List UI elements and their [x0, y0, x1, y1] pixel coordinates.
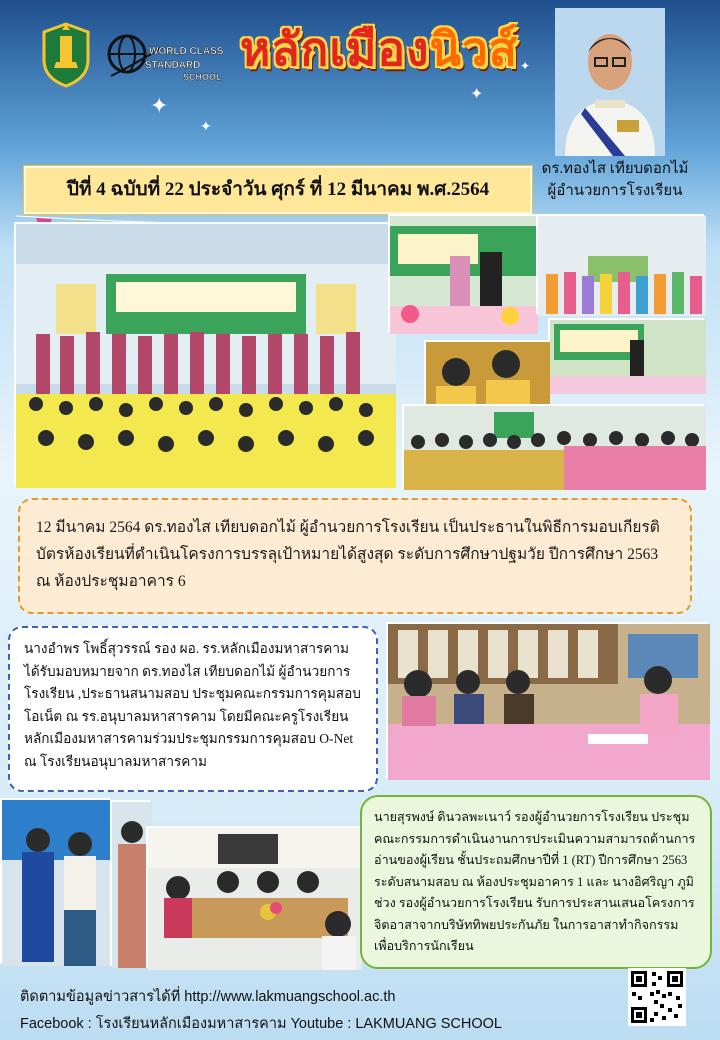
wcs-line1: WORLD CLASS	[149, 46, 224, 57]
director-name: ดร.ทองไส เทียบดอกไม้	[541, 161, 689, 177]
masthead-part1: หลักเมือง	[240, 22, 430, 76]
qr-code-icon[interactable]	[628, 968, 686, 1026]
world-class-logo	[105, 20, 224, 90]
wcs-line3: SCHOOL	[183, 72, 222, 82]
director-photo	[555, 8, 665, 156]
sparkle-decoration: ✦	[520, 59, 531, 73]
photo-certificate-ceremony-main	[14, 222, 394, 486]
news-caption-certificate: 12 มีนาคม 2564 ดร.ทองไส เทียบดอกไม้ ผู้อำนวยการโรงเรียน เป็นประธานในพิธีการมอบเกียรติบัตรห้องเรียนที่ดำเนินโครงการบรรลุเป้าหมายได้สูงสุด ระดับการศึกษาปฐมวัย ปีการศึกษา 2563 ณ ห้องประชุมอาคาร 6	[18, 498, 692, 614]
photo-rt-meeting	[146, 826, 360, 968]
sparkle-decoration: ✦	[200, 119, 212, 135]
sparkle-decoration: ✦	[470, 84, 484, 103]
director-title: ผู้อำนวยการโรงเรียน	[547, 183, 683, 199]
photo-teachers-group	[536, 214, 704, 314]
school-emblem-icon	[40, 22, 92, 88]
photo-tip-insurance-visit-2	[110, 800, 150, 966]
news-caption-onet: นางอำพร โพธิ์สุวรรณ์ รอง ผอ. รร.หลักเมืองมหาสารคาม ได้รับมอบหมายจาก ดร.ทองไส เทียบดอกไม้ ผู้อำนวยการโรงเรียน ,ประธานสนามสอบ ประชุมคณะกรรมการคุมสอบโอเน็ต ณ รร.อนุบาลมหาสารคาม โดยมีคณะครูโรงเรียนหลักเมืองมหาสารคามร่วมประชุมกรรมการคุมสอบ O-Net ณ โรงเรียนอนุบาลมหาสารคาม	[8, 626, 378, 792]
photo-tip-insurance-visit	[0, 798, 110, 964]
issue-date-banner: ปีที่ 4 ฉบับที่ 22 ประจำวัน ศุกร์ ที่ 12 มีนาคม พ.ศ.2564	[24, 166, 532, 214]
photo-children-group	[402, 404, 704, 488]
director-caption	[520, 158, 710, 202]
sparkle-decoration: ✦	[150, 94, 169, 119]
footer-social: Facebook : โรงเรียนหลักเมืองมหาสารคาม Youtube : LAKMUANG SCHOOL	[20, 1016, 502, 1032]
photo-onet-meeting	[386, 622, 708, 778]
world-class-globe-icon	[105, 20, 224, 90]
photo-stage-ceremony	[548, 318, 704, 392]
footer-website: ติดตามข้อมูลข่าวสารได้ที่ http://www.lakmuangschool.ac.th	[20, 989, 396, 1005]
news-caption-rt-meeting: นายสุรพงษ์ ดินวลพะเนาว์ รองผู้อำนวยการโรงเรียน ประชุมคณะกรรมการดำเนินงานการประเมินความสามารถด้านการอ่านของผู้เรียน ชั้นประถมศึกษาปีที่ 1 (RT) ปีการศึกษา 2563 ระดับสนามสอบ ณ ห้องประชุมอาคาร 1 และ นางอิศริญา ภูมิช่วง รองผู้อำนวยการโรงเรียน รับการประสานเสนอโครงการจิตอาสาจากบริษัททิพยประกันภัย ในการอาสาทำกิจกรรมเพื่อบริการนักเรียน	[360, 795, 712, 969]
masthead-part2: นิวส์	[429, 22, 518, 76]
wcs-line2: STANDARD	[145, 60, 201, 71]
photo-award-handover	[388, 214, 536, 332]
masthead-title	[240, 14, 530, 84]
photo-children-performance	[424, 340, 548, 412]
